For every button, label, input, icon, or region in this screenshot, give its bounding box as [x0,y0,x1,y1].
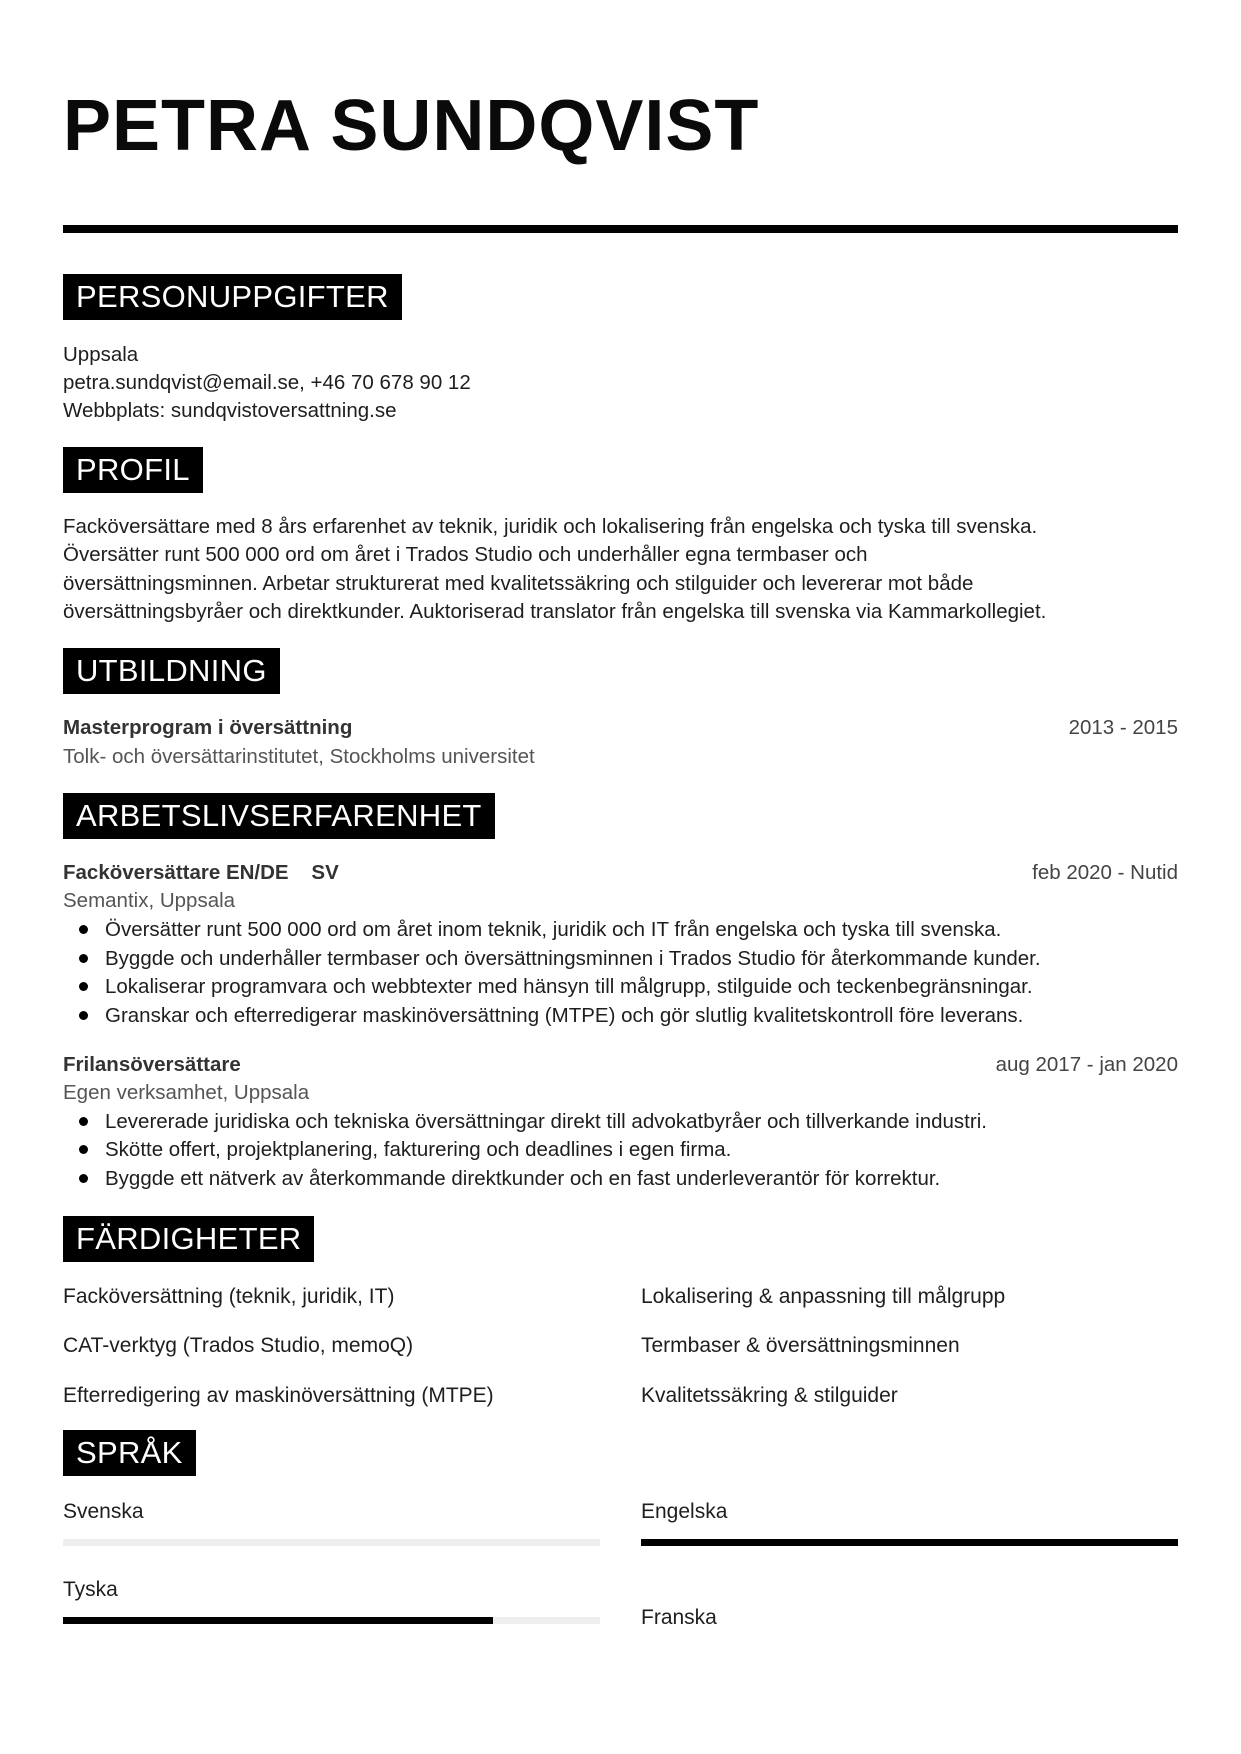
profile-line: översättningsbyråer och direktkunder. Auktoriserad translator från engelska till svenska via Kammarkollegiet. [63,600,1047,623]
bullet-icon [79,1145,88,1154]
education-school: Tolk- och översättarinstitutet, Stockholms universitet [63,745,535,768]
language-level-fill [63,1617,493,1624]
job-bullet: Granskar och efterredigerar maskinöversättning (MTPE) och gör slutlig kvalitetskontroll före leverans. [63,1001,1023,1030]
language-level-bar [63,1617,600,1624]
header-divider [63,225,1178,233]
candidate-name: PETRA SUNDQVIST [63,86,760,166]
job-employer: Semantix, Uppsala [63,889,236,912]
personal-contact: petra.sundqvist@email.se, +46 70 678 90 12 [63,371,471,394]
language-name: Franska [641,1606,717,1629]
section-heading-languages: SPRÅK [63,1430,196,1476]
education-degree: Masterprogram i översättning [63,716,353,739]
job-bullet: Byggde ett nätverk av återkommande direktkunder och en fast underleverantör för korrektur. [63,1164,940,1193]
language-level-bar [641,1539,1178,1546]
language-level-fill [641,1539,1178,1546]
bullet-icon [79,954,88,963]
job-employer: Egen verksamhet, Uppsala [63,1081,310,1104]
language-name: Engelska [641,1500,728,1523]
skill-item: Efterredigering av maskinöversättning (MTPE) [63,1384,494,1407]
job-period: aug 2017 - jan 2020 [995,1053,1178,1076]
language-level-bar [63,1539,600,1546]
skill-item: Termbaser & översättningsminnen [641,1334,960,1357]
skill-item: Facköversättning (teknik, juridik, IT) [63,1285,395,1308]
profile-line: översättningsminnen. Arbetar strukturerat med kvalitetssäkring och stilguider och levererar mot både [63,572,974,595]
profile-line: Översätter runt 500 000 ord om året i Trados Studio och underhåller egna termbaser och [63,543,868,566]
job-bullet: Skötte offert, projektplanering, fakturering och deadlines i egen firma. [63,1135,731,1164]
bullet-icon [79,1117,88,1126]
section-heading-experience: ARBETSLIVSERFARENHET [63,793,495,839]
language-name: Tyska [63,1578,118,1601]
section-heading-education: UTBILDNING [63,648,280,694]
bullet-icon [79,1011,88,1020]
personal-city: Uppsala [63,343,139,366]
skill-item: Lokalisering & anpassning till målgrupp [641,1285,1006,1308]
personal-website: Webbplats: sundqvistoversattning.se [63,399,397,422]
job-title: Frilansöversättare [63,1053,241,1076]
job-bullet: Lokaliserar programvara och webbtexter med hänsyn till målgrupp, stilguide och teckenbegränsningar. [63,972,1033,1001]
job-bullet: Översätter runt 500 000 ord om året inom teknik, juridik och IT från engelska och tyska till svenska. [63,915,1001,944]
section-heading-personal: PERSONUPPGIFTER [63,274,402,320]
skill-item: Kvalitetssäkring & stilguider [641,1384,898,1407]
job-bullet: Byggde och underhåller termbaser och översättningsminnen i Trados Studio för återkommande kunder. [63,944,1041,973]
language-name: Svenska [63,1500,144,1523]
bullet-icon [79,925,88,934]
education-period: 2013 - 2015 [1068,716,1178,739]
profile-line: Facköversättare med 8 års erfarenhet av teknik, juridik och lokalisering från engelska och tyska till svenska. [63,515,1038,538]
bullet-icon [79,1174,88,1183]
job-title: Facköversättare EN/DE SV [63,861,339,884]
skill-item: CAT-verktyg (Trados Studio, memoQ) [63,1334,414,1357]
bullet-icon [79,982,88,991]
job-bullet: Levererade juridiska och tekniska översättningar direkt till advokatbyråer och tillverkande industri. [63,1107,987,1136]
section-heading-skills: FÄRDIGHETER [63,1216,314,1262]
section-heading-profile: PROFIL [63,447,203,493]
job-period: feb 2020 - Nutid [1032,861,1178,884]
